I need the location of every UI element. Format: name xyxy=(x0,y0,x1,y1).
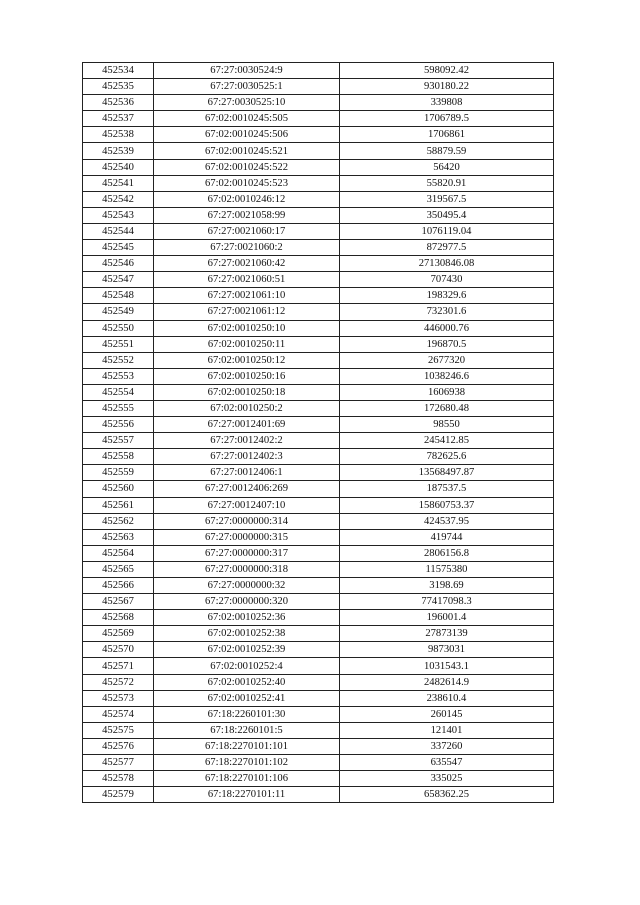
cadastral-number-cell: 67:27:0012407:10 xyxy=(154,497,340,513)
row-number-cell: 452561 xyxy=(83,497,154,513)
table-row xyxy=(83,578,554,594)
table-row xyxy=(83,674,554,690)
cadastral-number-cell: 67:02:0010245:506 xyxy=(154,127,340,143)
value-cell: 872977.5 xyxy=(340,240,554,256)
table-row xyxy=(83,95,554,111)
cadastral-number-cell: 67:02:0010245:505 xyxy=(154,111,340,127)
cadastral-number-cell: 67:02:0010245:523 xyxy=(154,175,340,191)
row-number-cell: 452560 xyxy=(83,481,154,497)
table-row xyxy=(83,722,554,738)
table-row xyxy=(83,497,554,513)
table-row xyxy=(83,771,554,787)
value-cell: 335025 xyxy=(340,771,554,787)
row-number-cell: 452575 xyxy=(83,722,154,738)
row-number-cell: 452536 xyxy=(83,95,154,111)
value-cell: 424537.95 xyxy=(340,513,554,529)
table-row xyxy=(83,159,554,175)
value-cell: 55820.91 xyxy=(340,175,554,191)
row-number-cell: 452565 xyxy=(83,561,154,577)
table-row xyxy=(83,304,554,320)
data-table xyxy=(82,62,554,803)
cadastral-number-cell: 67:27:0021060:2 xyxy=(154,240,340,256)
table-row xyxy=(83,400,554,416)
value-cell: 337260 xyxy=(340,738,554,754)
cadastral-number-cell: 67:18:2270101:102 xyxy=(154,755,340,771)
table-row xyxy=(83,143,554,159)
row-number-cell: 452535 xyxy=(83,79,154,95)
value-cell: 98550 xyxy=(340,417,554,433)
row-number-cell: 452552 xyxy=(83,352,154,368)
table-row xyxy=(83,481,554,497)
cadastral-number-cell: 67:27:0012406:269 xyxy=(154,481,340,497)
cadastral-number-cell: 67:27:0021060:51 xyxy=(154,272,340,288)
cadastral-number-cell: 67:27:0000000:317 xyxy=(154,545,340,561)
row-number-cell: 452550 xyxy=(83,320,154,336)
table-body xyxy=(83,63,554,803)
cadastral-number-cell: 67:27:0012402:2 xyxy=(154,433,340,449)
cadastral-number-cell: 67:02:0010246:12 xyxy=(154,191,340,207)
table-row xyxy=(83,207,554,223)
value-cell: 3198.69 xyxy=(340,578,554,594)
value-cell: 13568497.87 xyxy=(340,465,554,481)
value-cell: 1706861 xyxy=(340,127,554,143)
table-row xyxy=(83,191,554,207)
value-cell: 2482614.9 xyxy=(340,674,554,690)
row-number-cell: 452562 xyxy=(83,513,154,529)
row-number-cell: 452545 xyxy=(83,240,154,256)
cadastral-number-cell: 67:02:0010252:36 xyxy=(154,610,340,626)
row-number-cell: 452554 xyxy=(83,384,154,400)
value-cell: 732301.6 xyxy=(340,304,554,320)
row-number-cell: 452546 xyxy=(83,256,154,272)
row-number-cell: 452557 xyxy=(83,433,154,449)
cadastral-number-cell: 67:27:0000000:32 xyxy=(154,578,340,594)
value-cell: 1038246.6 xyxy=(340,368,554,384)
value-cell: 238610.4 xyxy=(340,690,554,706)
cadastral-number-cell: 67:27:0030524:9 xyxy=(154,63,340,79)
table-row xyxy=(83,352,554,368)
table-row xyxy=(83,561,554,577)
row-number-cell: 452543 xyxy=(83,207,154,223)
value-cell: 635547 xyxy=(340,755,554,771)
table-row xyxy=(83,594,554,610)
value-cell: 598092.42 xyxy=(340,63,554,79)
cadastral-number-cell: 67:27:0021061:10 xyxy=(154,288,340,304)
table-row xyxy=(83,256,554,272)
value-cell: 245412.85 xyxy=(340,433,554,449)
row-number-cell: 452542 xyxy=(83,191,154,207)
table-row xyxy=(83,545,554,561)
value-cell: 56420 xyxy=(340,159,554,175)
table-row xyxy=(83,272,554,288)
table-row xyxy=(83,610,554,626)
table-row xyxy=(83,529,554,545)
table-row xyxy=(83,127,554,143)
cadastral-number-cell: 67:02:0010250:10 xyxy=(154,320,340,336)
value-cell: 11575380 xyxy=(340,561,554,577)
table-row xyxy=(83,175,554,191)
table-row xyxy=(83,111,554,127)
table-row xyxy=(83,626,554,642)
cadastral-number-cell: 67:27:0012402:3 xyxy=(154,449,340,465)
row-number-cell: 452556 xyxy=(83,417,154,433)
row-number-cell: 452559 xyxy=(83,465,154,481)
table-row xyxy=(83,240,554,256)
value-cell: 121401 xyxy=(340,722,554,738)
value-cell: 2677320 xyxy=(340,352,554,368)
row-number-cell: 452567 xyxy=(83,594,154,610)
value-cell: 58879.59 xyxy=(340,143,554,159)
table-row xyxy=(83,368,554,384)
row-number-cell: 452563 xyxy=(83,529,154,545)
table-row xyxy=(83,690,554,706)
cadastral-number-cell: 67:18:2270101:11 xyxy=(154,787,340,803)
value-cell: 187537.5 xyxy=(340,481,554,497)
value-cell: 707430 xyxy=(340,272,554,288)
cadastral-number-cell: 67:27:0030525:1 xyxy=(154,79,340,95)
value-cell: 196001.4 xyxy=(340,610,554,626)
cadastral-number-cell: 67:02:0010252:4 xyxy=(154,658,340,674)
value-cell: 27130846.08 xyxy=(340,256,554,272)
cadastral-number-cell: 67:27:0012406:1 xyxy=(154,465,340,481)
row-number-cell: 452555 xyxy=(83,400,154,416)
cadastral-number-cell: 67:02:0010250:11 xyxy=(154,336,340,352)
table-row xyxy=(83,288,554,304)
value-cell: 2806156.8 xyxy=(340,545,554,561)
cadastral-number-cell: 67:27:0021061:12 xyxy=(154,304,340,320)
table-row xyxy=(83,223,554,239)
cadastral-number-cell: 67:02:0010252:39 xyxy=(154,642,340,658)
row-number-cell: 452574 xyxy=(83,706,154,722)
table-row xyxy=(83,787,554,803)
row-number-cell: 452538 xyxy=(83,127,154,143)
table-row xyxy=(83,706,554,722)
table-row xyxy=(83,465,554,481)
table-row xyxy=(83,513,554,529)
row-number-cell: 452553 xyxy=(83,368,154,384)
value-cell: 196870.5 xyxy=(340,336,554,352)
table-row xyxy=(83,755,554,771)
cadastral-number-cell: 67:27:0000000:318 xyxy=(154,561,340,577)
value-cell: 319567.5 xyxy=(340,191,554,207)
cadastral-number-cell: 67:27:0000000:320 xyxy=(154,594,340,610)
row-number-cell: 452579 xyxy=(83,787,154,803)
cadastral-number-cell: 67:02:0010250:16 xyxy=(154,368,340,384)
table-row xyxy=(83,336,554,352)
cadastral-number-cell: 67:02:0010252:41 xyxy=(154,690,340,706)
cadastral-number-cell: 67:27:0030525:10 xyxy=(154,95,340,111)
cadastral-number-cell: 67:18:2260101:5 xyxy=(154,722,340,738)
value-cell: 419744 xyxy=(340,529,554,545)
value-cell: 658362.25 xyxy=(340,787,554,803)
cadastral-number-cell: 67:02:0010250:12 xyxy=(154,352,340,368)
row-number-cell: 452558 xyxy=(83,449,154,465)
table-row xyxy=(83,433,554,449)
table-row xyxy=(83,320,554,336)
value-cell: 930180.22 xyxy=(340,79,554,95)
cadastral-number-cell: 67:02:0010250:18 xyxy=(154,384,340,400)
cadastral-number-cell: 67:02:0010250:2 xyxy=(154,400,340,416)
row-number-cell: 452544 xyxy=(83,223,154,239)
cadastral-number-cell: 67:18:2260101:30 xyxy=(154,706,340,722)
row-number-cell: 452534 xyxy=(83,63,154,79)
value-cell: 172680.48 xyxy=(340,400,554,416)
cadastral-number-cell: 67:27:0012401:69 xyxy=(154,417,340,433)
value-cell: 27873139 xyxy=(340,626,554,642)
cadastral-number-cell: 67:18:2270101:101 xyxy=(154,738,340,754)
value-cell: 350495.4 xyxy=(340,207,554,223)
cadastral-number-cell: 67:02:0010245:521 xyxy=(154,143,340,159)
table-row xyxy=(83,417,554,433)
row-number-cell: 452570 xyxy=(83,642,154,658)
value-cell: 1606938 xyxy=(340,384,554,400)
value-cell: 339808 xyxy=(340,95,554,111)
cadastral-number-cell: 67:18:2270101:106 xyxy=(154,771,340,787)
cadastral-number-cell: 67:02:0010252:40 xyxy=(154,674,340,690)
cadastral-number-cell: 67:02:0010245:522 xyxy=(154,159,340,175)
row-number-cell: 452578 xyxy=(83,771,154,787)
row-number-cell: 452573 xyxy=(83,690,154,706)
table-row xyxy=(83,384,554,400)
row-number-cell: 452547 xyxy=(83,272,154,288)
row-number-cell: 452551 xyxy=(83,336,154,352)
row-number-cell: 452549 xyxy=(83,304,154,320)
row-number-cell: 452564 xyxy=(83,545,154,561)
value-cell: 260145 xyxy=(340,706,554,722)
value-cell: 15860753.37 xyxy=(340,497,554,513)
row-number-cell: 452568 xyxy=(83,610,154,626)
row-number-cell: 452577 xyxy=(83,755,154,771)
cadastral-number-cell: 67:27:0021060:42 xyxy=(154,256,340,272)
cadastral-number-cell: 67:27:0000000:315 xyxy=(154,529,340,545)
row-number-cell: 452541 xyxy=(83,175,154,191)
row-number-cell: 452576 xyxy=(83,738,154,754)
row-number-cell: 452572 xyxy=(83,674,154,690)
value-cell: 782625.6 xyxy=(340,449,554,465)
table-row xyxy=(83,63,554,79)
row-number-cell: 452571 xyxy=(83,658,154,674)
value-cell: 198329.6 xyxy=(340,288,554,304)
value-cell: 1076119.04 xyxy=(340,223,554,239)
value-cell: 77417098.3 xyxy=(340,594,554,610)
row-number-cell: 452537 xyxy=(83,111,154,127)
table-row xyxy=(83,642,554,658)
value-cell: 9873031 xyxy=(340,642,554,658)
row-number-cell: 452569 xyxy=(83,626,154,642)
table-row xyxy=(83,79,554,95)
row-number-cell: 452566 xyxy=(83,578,154,594)
row-number-cell: 452548 xyxy=(83,288,154,304)
row-number-cell: 452539 xyxy=(83,143,154,159)
row-number-cell: 452540 xyxy=(83,159,154,175)
cadastral-number-cell: 67:27:0021058:99 xyxy=(154,207,340,223)
table-row xyxy=(83,658,554,674)
value-cell: 1031543.1 xyxy=(340,658,554,674)
cadastral-number-cell: 67:02:0010252:38 xyxy=(154,626,340,642)
table-row xyxy=(83,449,554,465)
cadastral-number-cell: 67:27:0000000:314 xyxy=(154,513,340,529)
table-row xyxy=(83,738,554,754)
value-cell: 446000.76 xyxy=(340,320,554,336)
value-cell: 1706789.5 xyxy=(340,111,554,127)
cadastral-number-cell: 67:27:0021060:17 xyxy=(154,223,340,239)
